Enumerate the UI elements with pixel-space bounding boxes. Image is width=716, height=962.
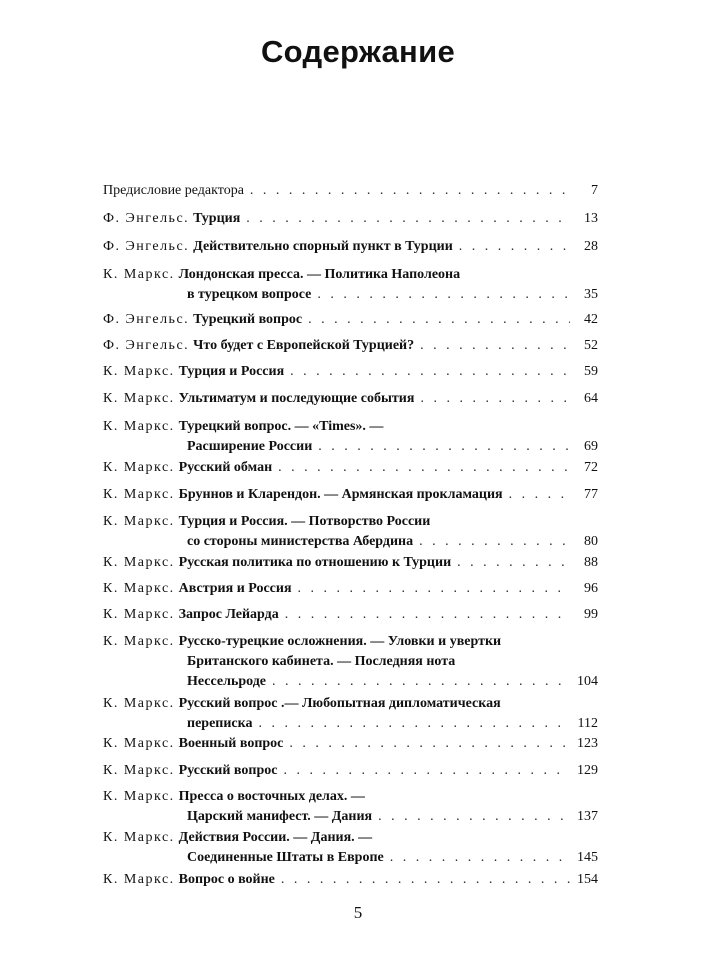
toc-author: К. Маркс. (103, 581, 175, 596)
toc-title: Нессельроде (187, 674, 267, 689)
toc-line (103, 310, 598, 330)
toc-title: в турецком вопросе (187, 287, 312, 302)
toc-title: Британского кабинета. — Последняя нота (187, 654, 456, 669)
toc-line (103, 181, 598, 201)
toc-title: Русский вопрос .— Любопытная дипломатическая (178, 696, 501, 711)
toc-page-number: 64 (584, 391, 598, 406)
toc-leader-dots (378, 807, 570, 827)
toc-author: К. Маркс. (103, 789, 175, 804)
toc-entry (103, 632, 598, 692)
toc-page-number: 112 (577, 716, 598, 731)
toc-author: К. Маркс. (103, 364, 175, 379)
toc-leader-dots (250, 181, 570, 201)
toc-author: К. Маркс. (103, 736, 175, 751)
toc-title: Царский манифест. — Дания (187, 809, 373, 824)
toc-author: К. Маркс. (103, 460, 175, 475)
toc-entry (103, 485, 598, 505)
toc-title: Турецкий вопрос. — «Times». — (178, 419, 384, 434)
toc-title: Соединенные Штаты в Европе (187, 850, 384, 865)
toc-author: Ф. Энгельс. (103, 211, 190, 226)
toc-title: Русский обман (178, 460, 273, 475)
toc-entry (103, 761, 598, 781)
toc-author: К. Маркс. (103, 487, 175, 502)
toc-author: К. Маркс. (103, 555, 175, 570)
toc-title: Русско-турецкие осложнения. — Уловки и увертки (178, 634, 502, 649)
toc-leader-dots (281, 870, 570, 890)
toc-author: К. Маркс. (103, 514, 175, 529)
toc-line (103, 417, 598, 437)
toc-title: Русская политика по отношению к Турции (178, 555, 452, 570)
toc-author: К. Маркс. (103, 696, 175, 711)
toc-leader-dots (283, 761, 570, 781)
toc-line (103, 672, 598, 692)
toc-entry (103, 389, 598, 409)
toc-leader-dots (420, 389, 570, 409)
toc-page-number: 72 (584, 460, 598, 475)
toc-page-number: 77 (584, 487, 598, 502)
toc-entry (103, 181, 598, 201)
toc-page-number: 69 (584, 439, 598, 454)
toc-title: Расширение России (187, 439, 313, 454)
toc-entry (103, 237, 598, 257)
toc-title: Ультиматум и последующие события (178, 391, 415, 406)
toc-leader-dots (419, 532, 570, 552)
toc-title: Военный вопрос (178, 736, 284, 751)
toc-line (103, 285, 598, 305)
toc-title: Пресса о восточных делах. — (178, 789, 365, 804)
toc-author: К. Маркс. (103, 634, 175, 649)
toc-page-number: 137 (577, 809, 598, 824)
toc-title: Вопрос о войне (178, 872, 275, 887)
toc-leader-dots (318, 437, 570, 457)
toc-line (103, 694, 598, 714)
toc-title: Что будет с Европейской Турцией? (193, 338, 415, 353)
page-title: Содержание (261, 34, 455, 69)
toc-leader-dots (298, 579, 570, 599)
toc-line (103, 761, 598, 781)
toc-line (103, 848, 598, 868)
toc-entry (103, 828, 598, 868)
toc-line (103, 437, 598, 457)
toc-leader-dots (246, 209, 570, 229)
toc-page-number: 28 (584, 239, 598, 254)
toc-author: Ф. Энгельс. (103, 239, 190, 254)
toc-leader-dots (390, 848, 570, 868)
toc-title: Австрия и Россия (178, 581, 292, 596)
toc-leader-dots (289, 734, 570, 754)
toc-line (103, 553, 598, 573)
toc-author: К. Маркс. (103, 763, 175, 778)
toc-title: Бруннов и Кларендон. — Армянская прокламация (178, 487, 503, 502)
toc-leader-dots (459, 237, 570, 257)
toc-title: Запрос Лейарда (178, 607, 279, 622)
toc-line (103, 512, 598, 532)
toc-author: К. Маркс. (103, 830, 175, 845)
toc-line (103, 485, 598, 505)
toc-page-number: 42 (584, 312, 598, 327)
page-number: 5 (353, 903, 363, 922)
toc-entry (103, 553, 598, 573)
toc-title: Предисловие редактора (103, 183, 244, 198)
toc-leader-dots (457, 553, 570, 573)
toc-title: Турецкий вопрос (193, 312, 303, 327)
toc-line (103, 787, 598, 807)
toc-entry (103, 512, 598, 552)
toc-page-number: 35 (584, 287, 598, 302)
toc-page-number: 59 (584, 364, 598, 379)
toc-page-number: 13 (584, 211, 598, 226)
toc-leader-dots (272, 672, 570, 692)
toc-entry (103, 362, 598, 382)
toc-entry (103, 209, 598, 229)
toc-line (103, 389, 598, 409)
toc-page-number: 80 (584, 534, 598, 549)
toc-entry (103, 605, 598, 625)
toc-line (103, 362, 598, 382)
toc-leader-dots (308, 310, 570, 330)
toc-author: К. Маркс. (103, 872, 175, 887)
toc-title: Турция и Россия. — Потворство России (178, 514, 431, 529)
toc-line (103, 532, 598, 552)
toc-title: переписка (187, 716, 253, 731)
toc-entry (103, 734, 598, 754)
toc-entry (103, 694, 598, 734)
toc-leader-dots (509, 485, 570, 505)
toc-line (103, 714, 598, 734)
toc-entry (103, 787, 598, 827)
toc-entry (103, 336, 598, 356)
toc-page-number: 99 (584, 607, 598, 622)
toc-page-number: 129 (577, 763, 598, 778)
toc-line (103, 807, 598, 827)
toc-line (103, 237, 598, 257)
toc-line (103, 605, 598, 625)
toc-title: Действия России. — Дания. — (178, 830, 373, 845)
toc-page-number: 88 (584, 555, 598, 570)
toc-line (103, 579, 598, 599)
toc-page-number: 52 (584, 338, 598, 353)
toc-line (103, 828, 598, 848)
toc-line (103, 209, 598, 229)
toc-title: Русский вопрос (178, 763, 278, 778)
toc-page-number: 104 (577, 674, 598, 689)
toc-leader-dots (285, 605, 570, 625)
toc-entry (103, 870, 598, 890)
toc-leader-dots (278, 458, 570, 478)
toc-line (103, 734, 598, 754)
toc-title: со стороны министерства Абердина (187, 534, 414, 549)
toc-page-number: 145 (577, 850, 598, 865)
toc-page-number: 96 (584, 581, 598, 596)
toc-entry (103, 310, 598, 330)
toc-author: К. Маркс. (103, 419, 175, 434)
toc-page-number: 154 (577, 872, 598, 887)
toc-title: Турция (193, 211, 241, 226)
toc-title: Действительно спорный пункт в Турции (193, 239, 453, 254)
toc-page-number: 123 (577, 736, 598, 751)
toc-page-number: 7 (591, 183, 598, 198)
toc-line (103, 652, 598, 672)
toc-leader-dots (420, 336, 570, 356)
toc-author: К. Маркс. (103, 391, 175, 406)
toc-line (103, 870, 598, 890)
toc-entry (103, 458, 598, 478)
toc-line (103, 458, 598, 478)
toc-entry (103, 417, 598, 457)
toc-entry (103, 579, 598, 599)
toc-line (103, 265, 598, 285)
toc-line (103, 632, 598, 652)
toc-author: К. Маркс. (103, 267, 175, 282)
toc-leader-dots (317, 285, 570, 305)
toc-title: Турция и Россия (178, 364, 285, 379)
toc-entry (103, 265, 598, 305)
toc-title: Лондонская пресса. — Политика Наполеона (178, 267, 461, 282)
toc-line (103, 336, 598, 356)
toc-author: К. Маркс. (103, 607, 175, 622)
toc-author: Ф. Энгельс. (103, 338, 190, 353)
toc-leader-dots (258, 714, 570, 734)
toc-author: Ф. Энгельс. (103, 312, 190, 327)
toc-leader-dots (290, 362, 570, 382)
